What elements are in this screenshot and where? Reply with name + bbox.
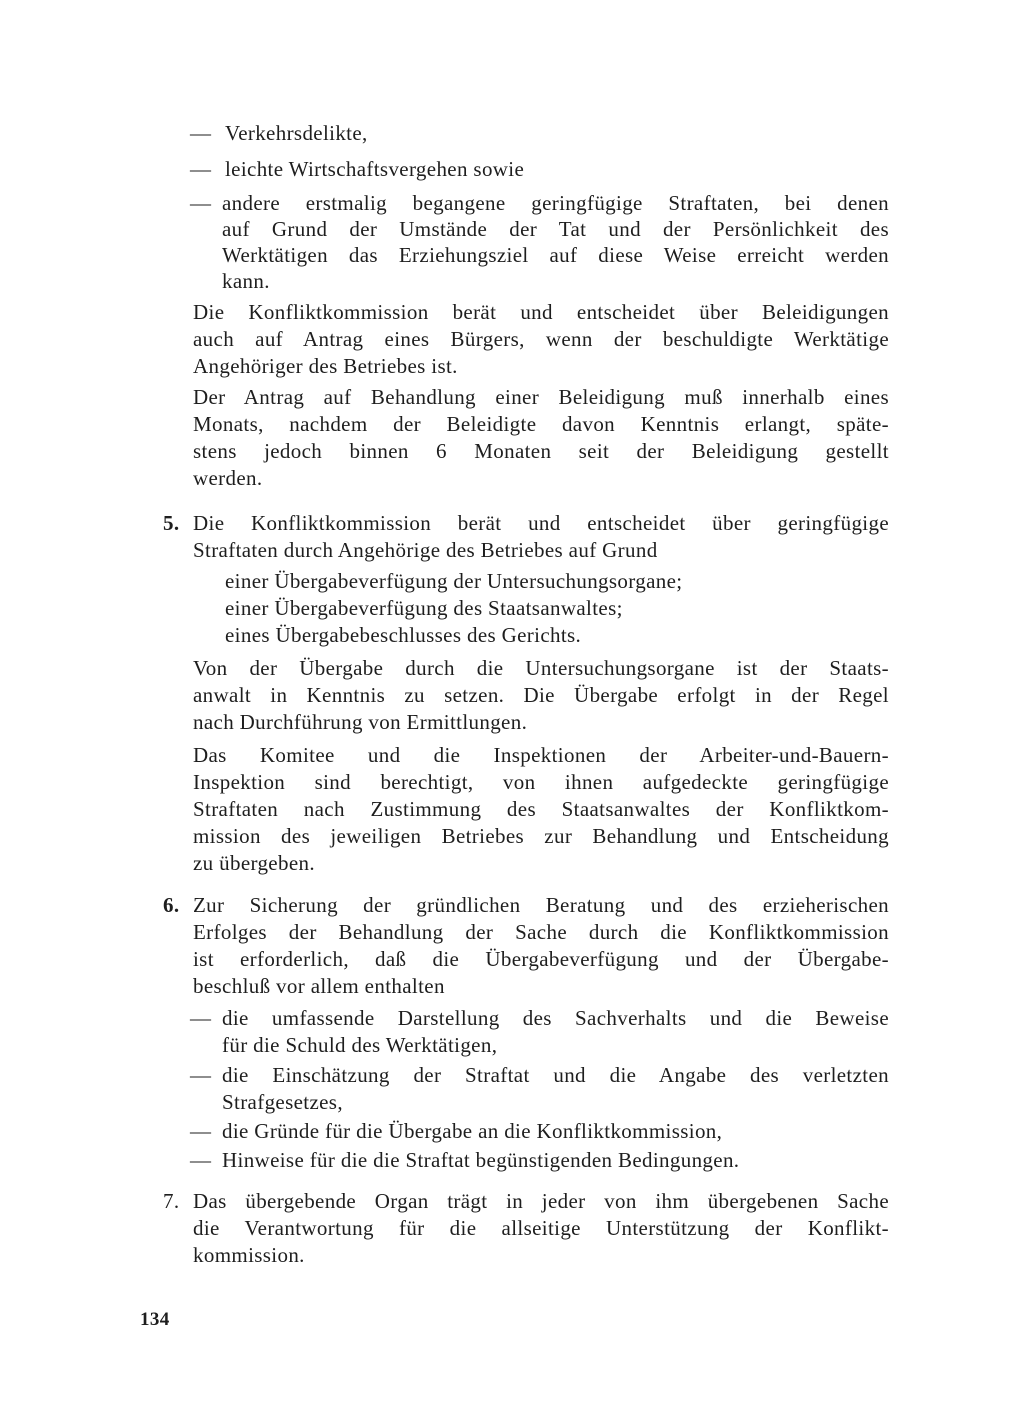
paragraph-line: zu übergeben.: [193, 851, 315, 875]
dash-item-text: Werktätigen das Erziehungsziel auf diese Weise erreicht werden: [222, 243, 889, 267]
paragraph-line: Von der Übergabe durch die Untersuchungsorgane ist der Staats-: [193, 656, 889, 680]
paragraph-line: Der Antrag auf Behandlung einer Beleidigung muß innerhalb eines: [193, 385, 889, 409]
paragraph-line: nach Durchführung von Ermittlungen.: [193, 710, 528, 734]
paragraph-line: Die Konfliktkommission berät und entscheidet über geringfügige: [193, 511, 889, 535]
paragraph-line: kommission.: [193, 1243, 305, 1267]
dash-item-text: die umfassende Darstellung des Sachverhalts und die Beweise: [222, 1006, 889, 1030]
dash-item-text: Strafgesetzes,: [222, 1090, 343, 1114]
paragraph-line: ist erforderlich, daß die Übergabeverfügung und der Übergabe-: [193, 947, 889, 971]
list-item: einer Übergabeverfügung des Staatsanwaltes;: [225, 596, 623, 620]
list-item: einer Übergabeverfügung der Untersuchungsorgane;: [225, 569, 683, 593]
list-item: eines Übergabebeschlusses des Gerichts.: [225, 623, 582, 647]
dash-item-text: die Gründe für die Übergabe an die Konfliktkommission,: [222, 1119, 723, 1143]
dash-item-text: leichte Wirtschaftsvergehen sowie: [225, 157, 525, 181]
dash-item-text: für die Schuld des Werktätigen,: [222, 1033, 498, 1057]
dash-item-text: Hinweise für die die Straftat begünstigenden Bedingungen.: [222, 1148, 740, 1172]
paragraph-line: Das Komitee und die Inspektionen der Arbeiter-und-Bauern-: [193, 743, 889, 767]
dash-item-text: die Einschätzung der Straftat und die Angabe des verletzten: [222, 1063, 889, 1087]
dash-item-text: andere erstmalig begangene geringfügige Straftaten, bei denen: [222, 191, 889, 215]
paragraph-line: Zur Sicherung der gründlichen Beratung und des erzieherischen: [193, 893, 889, 917]
paragraph-line: Das übergebende Organ trägt in jeder von ihm übergebenen Sache: [193, 1189, 889, 1213]
paragraph-line: auch auf Antrag eines Bürgers, wenn der beschuldigte Werktätige: [193, 327, 889, 351]
paragraph-line: Erfolges der Behandlung der Sache durch die Konfliktkommission: [193, 920, 889, 944]
paragraph-line: mission des jeweiligen Betriebes zur Behandlung und Entscheidung: [193, 824, 889, 848]
dash-marker: —: [190, 191, 212, 215]
paragraph-line: Die Konfliktkommission berät und entscheidet über Beleidigungen: [193, 300, 889, 324]
paragraph-line: anwalt in Kenntnis zu setzen. Die Übergabe erfolgt in der Regel: [193, 683, 889, 707]
dash-marker: —: [190, 121, 212, 145]
dash-item-text: kann.: [222, 269, 270, 293]
dash-marker: —: [190, 1148, 212, 1172]
paragraph-line: beschluß vor allem enthalten: [193, 974, 445, 998]
dash-item-text: Verkehrsdelikte,: [225, 121, 368, 145]
dash-item-text: auf Grund der Umstände der Tat und der Persönlichkeit des: [222, 217, 889, 241]
dash-marker: —: [190, 1119, 212, 1143]
paragraph-line: Angehöriger des Betriebes ist.: [193, 354, 458, 378]
paragraph-line: werden.: [193, 466, 263, 490]
item-number: 7.: [163, 1189, 180, 1213]
paragraph-line: stens jedoch binnen 6 Monaten seit der Beleidigung gestellt: [193, 439, 889, 463]
item-number: 5.: [163, 511, 180, 535]
dash-marker: —: [190, 1063, 212, 1087]
paragraph-line: Inspektion sind berechtigt, von ihnen aufgedeckte geringfügige: [193, 770, 889, 794]
dash-marker: —: [190, 157, 212, 181]
paragraph-line: Straftaten nach Zustimmung des Staatsanwaltes der Konfliktkom-: [193, 797, 889, 821]
paragraph-line: die Verantwortung für die allseitige Unterstützung der Konflikt-: [193, 1216, 889, 1240]
paragraph-line: Straftaten durch Angehörige des Betriebes auf Grund: [193, 538, 658, 562]
paragraph-line: Monats, nachdem der Beleidigte davon Kenntnis erlangt, späte-: [193, 412, 889, 436]
dash-marker: —: [190, 1006, 212, 1030]
item-number: 6.: [163, 893, 180, 917]
page-number: 134: [140, 1309, 170, 1330]
